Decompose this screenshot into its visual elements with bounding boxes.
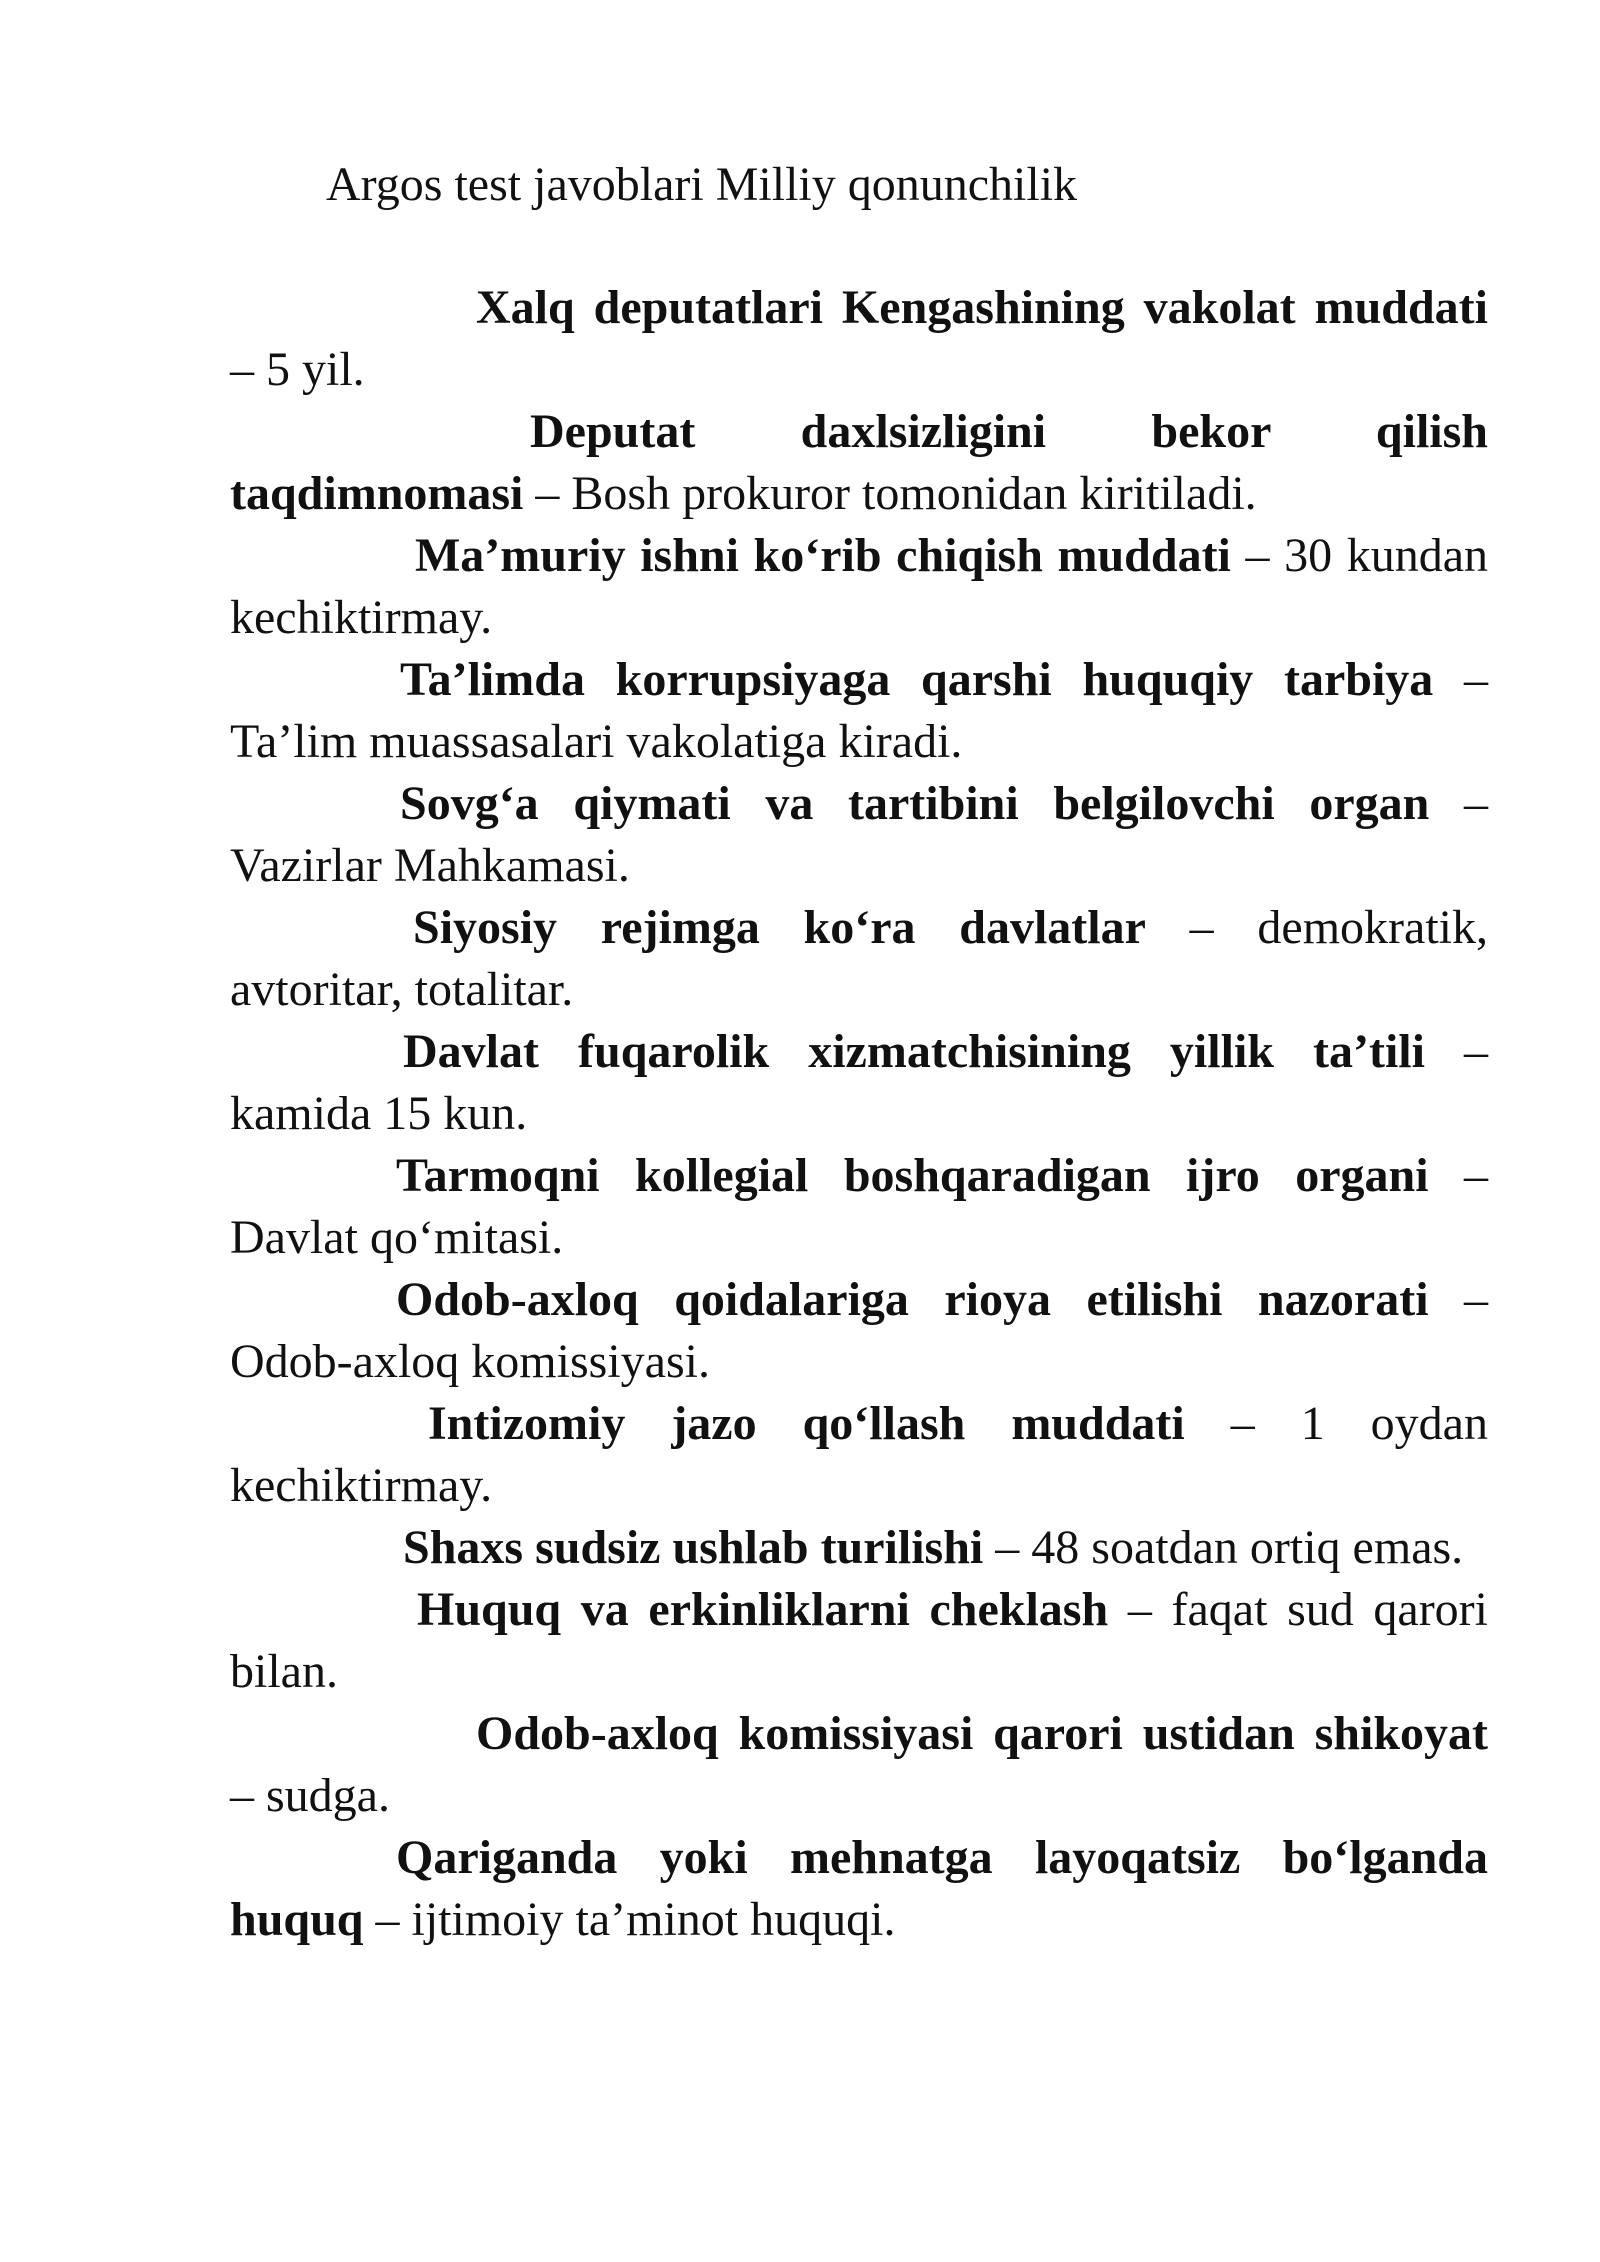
answer-entry [230, 1827, 1488, 1951]
answer-entry [230, 525, 1488, 649]
entry-answer: – Vazirlar Mahkamasi. [230, 777, 1489, 892]
entry-term: Sovg‘a qiymati va tartibini belgilovchi organ [400, 777, 1430, 830]
entry-answer: – demokratik, avtoritar, totalitar. [230, 901, 1489, 1016]
answer-entry [230, 773, 1488, 897]
entry-answer: – 5 yil. [230, 343, 365, 396]
entry-answer: – Bosh prokuror tomonidan kiritiladi. [523, 467, 1257, 520]
answer-entry [230, 277, 1488, 401]
answer-list [230, 277, 1488, 1951]
answer-entry [230, 649, 1488, 773]
entry-term: Qariganda yoki mehnatga layoqatsiz bo‘lganda huquq [230, 1831, 1488, 1946]
entry-term: Tarmoqni kollegial boshqaradigan ijro organi [396, 1149, 1429, 1202]
answer-entry [230, 1021, 1488, 1145]
entry-answer: – faqat sud qarori bilan. [230, 1583, 1489, 1698]
entry-term: Ma’muriy ishni ko‘rib chiqish muddati [415, 529, 1231, 582]
answer-entry [230, 1579, 1488, 1703]
entry-term: Siyosiy rejimga ko‘ra davlatlar [413, 901, 1146, 954]
entry-term: Odob-axloq komissiyasi qarori ustidan shikoyat [476, 1707, 1488, 1760]
entry-term: Ta’limda korrupsiyaga qarshi huquqiy tarbiya [400, 653, 1434, 706]
entry-term: Xalq deputatlari Kengashining vakolat muddati [476, 281, 1488, 334]
answer-entry [230, 897, 1488, 1021]
entry-term: Davlat fuqarolik xizmatchisining yillik ta’tili [403, 1025, 1425, 1078]
entry-term: Huquq va erkinliklarni cheklash [417, 1583, 1109, 1636]
entry-answer: – Ta’lim muassasalari vakolatiga kiradi. [230, 653, 1489, 768]
answer-entry [230, 1269, 1488, 1393]
entry-term: Deputat daxlsizligini bekor qilish taqdimnomasi [230, 405, 1488, 520]
entry-term: Intizomiy jazo qo‘llash muddati [428, 1397, 1185, 1450]
answer-entry [230, 1703, 1488, 1827]
document-title: Argos test javoblari Milliy qonunchilik [326, 158, 1078, 211]
entry-answer: – Davlat qo‘mitasi. [230, 1149, 1489, 1264]
entry-answer: – ijtimoiy ta’minot huquqi. [363, 1893, 896, 1946]
entry-answer: – 48 soatdan ortiq emas. [983, 1521, 1464, 1574]
entry-term: Odob-axloq qoidalariga rioya etilishi nazorati [396, 1273, 1429, 1326]
entry-term: Shaxs sudsiz ushlab turilishi [403, 1521, 984, 1574]
entry-answer: – kamida 15 kun. [230, 1025, 1488, 1140]
answer-entry [230, 1517, 1488, 1579]
entry-answer: – 1 oydan kechiktirmay. [230, 1397, 1488, 1512]
entry-answer: – Odob-axloq komissiyasi. [230, 1273, 1489, 1388]
entry-answer: – sudga. [230, 1769, 390, 1822]
entry-answer: – 30 kundan kechiktirmay. [230, 529, 1489, 644]
answer-entry [230, 1145, 1488, 1269]
answer-entry [230, 401, 1488, 525]
answer-entry [230, 1393, 1488, 1517]
